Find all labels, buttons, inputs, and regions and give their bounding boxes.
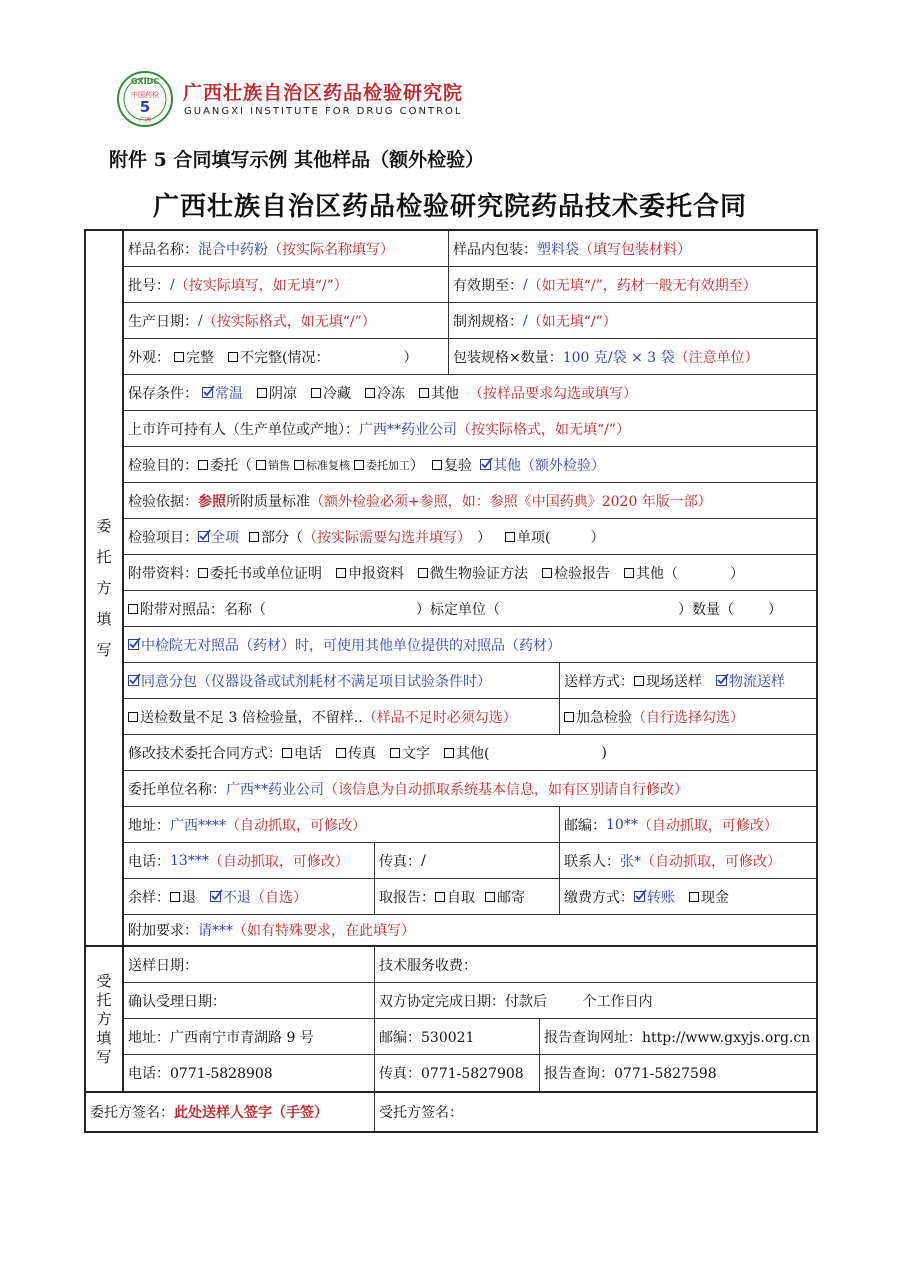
- row-appearance: 外观： 完整 不完整(情况： ） 包装规格×数量： 100 克/袋 × 3 袋 （注意单位）: [124, 339, 816, 375]
- row-sample-name: 样品名称： 混合中药粉 （按实际名称填写） 样品内包装： 塑料袋 （填写包装材料）: [124, 231, 816, 267]
- row-subcontract: 同意分包（仪器设备或试剂耗材不满足项目试验条件时） 送样方式： 现场送样 物流送样: [124, 663, 816, 699]
- accept-date-field[interactable]: 确认受理日期：: [128, 993, 226, 1010]
- row-agent-phone: [124, 1055, 816, 1091]
- extra-field[interactable]: 请***: [198, 923, 233, 939]
- modify-other-checkbox[interactable]: [444, 748, 454, 758]
- agent-fax: 传真：0771-5827908: [374, 1055, 539, 1091]
- svg-text:中国药检: 中国药检: [131, 91, 159, 99]
- contract-form: [84, 229, 818, 1133]
- fax-field[interactable]: /: [421, 852, 426, 869]
- row-insufficient: 送检数量不足 3 倍检验量，不留样.. （样品不足时必须勾选） 加急检验 （自行选择勾选）: [124, 699, 816, 735]
- report-mail-checkbox[interactable]: [485, 892, 495, 902]
- attach-micro-checkbox[interactable]: [418, 568, 428, 578]
- row-storage: 保存条件： 常温 阴凉 冷藏 冷冻 其他 （按样品要求勾选或填写）: [124, 375, 816, 411]
- page-title: 广西壮族自治区药品检验研究院药品技术委托合同: [152, 192, 747, 222]
- purpose-sale-checkbox[interactable]: [256, 460, 266, 470]
- leftover-keep-checkbox[interactable]: [210, 891, 221, 902]
- client-section: [86, 231, 816, 947]
- report-phone: 报告查询：0771-5827598: [539, 1055, 816, 1091]
- row-phone: 电话： 13*** （自动抓取，可修改） 传真： / 联系人： 张* （自动抓取，可修改）: [124, 843, 816, 879]
- holder-field[interactable]: 广西**药业公司: [359, 421, 457, 438]
- agent-section: [86, 947, 816, 1093]
- urgent-checkbox[interactable]: [564, 712, 574, 722]
- row-items: 检验项目： 全项 部分（ （按实际需要勾选并填写） ） 单项( ）: [124, 519, 816, 555]
- attach-other-checkbox[interactable]: [624, 568, 634, 578]
- insufficient-checkbox[interactable]: [128, 712, 138, 722]
- attach-declaration-checkbox[interactable]: [336, 568, 346, 578]
- agent-side-label: 受 托 方 填 写: [86, 947, 124, 1091]
- row-modify: 修改技术委托合同方式： 电话 传真 文字 其他( ): [124, 735, 816, 771]
- delivery-logistics-checkbox[interactable]: [716, 675, 727, 686]
- report-url[interactable]: 报告查询网址：http://www.gxyjs.org.cn: [539, 1019, 816, 1054]
- appearance-broken-checkbox[interactable]: [228, 352, 238, 362]
- prod-date-field[interactable]: /: [198, 312, 203, 329]
- signature-section: [86, 1093, 816, 1131]
- row-accept-date: [124, 983, 816, 1019]
- row-purpose: 检验目的： 委托（ 销售 标准复核 委托加工 ） 复验 其他（额外检验）: [124, 447, 816, 483]
- row-leftover: 余样： 退 不退 （自选） 取报告： 自取 邮寄 缴费方式： 转账 现金: [124, 879, 816, 915]
- row-ref-note: 中检院无对照品（药材）时，可使用其他单位提供的对照品（药材）: [124, 627, 816, 663]
- ref-note-checkbox[interactable]: [128, 639, 139, 650]
- storage-frozen-checkbox[interactable]: [365, 388, 375, 398]
- spec-field[interactable]: /: [523, 312, 528, 329]
- attach-letter-checkbox[interactable]: [198, 568, 208, 578]
- svg-text:GXIDC: GXIDC: [130, 77, 160, 86]
- phone-field[interactable]: 13***: [170, 852, 209, 869]
- address-field[interactable]: 广西****: [170, 817, 226, 834]
- purpose-entrust-checkbox[interactable]: [198, 460, 208, 470]
- contact-field[interactable]: 张*: [620, 853, 641, 870]
- client-side-label: 委 托 方 填 写: [86, 231, 124, 945]
- storage-cool-checkbox[interactable]: [257, 388, 267, 398]
- report-self-checkbox[interactable]: [435, 892, 445, 902]
- reference-checkbox[interactable]: [128, 604, 138, 614]
- package-field[interactable]: 塑料袋: [537, 241, 579, 258]
- svg-text:广西: 广西: [138, 117, 152, 124]
- sample-name-field[interactable]: 混合中药粉: [198, 241, 268, 258]
- modify-phone-checkbox[interactable]: [282, 748, 292, 758]
- attach-report-checkbox[interactable]: [542, 568, 552, 578]
- svg-text:5: 5: [139, 98, 151, 116]
- payment-transfer-checkbox[interactable]: [634, 891, 645, 902]
- client-name-field[interactable]: 广西**药业公司: [226, 781, 324, 798]
- row-prod-date: 生产日期： / （按实际格式，如无填“/”） 制剂规格： / （如无填“/”）: [124, 303, 816, 339]
- purpose-recheck-checkbox[interactable]: [432, 460, 442, 470]
- org-name-cn: 广西壮族自治区药品检验研究院: [183, 82, 464, 104]
- agent-postcode: 邮编：530021: [374, 1019, 539, 1054]
- purpose-process-checkbox[interactable]: [354, 460, 364, 470]
- subcontract-checkbox[interactable]: [128, 675, 139, 686]
- items-single-checkbox[interactable]: [505, 532, 515, 542]
- row-address: 地址： 广西**** （自动抓取，可修改） 邮编： 10** （自动抓取，可修改）: [124, 807, 816, 843]
- row-agent-address: [124, 1019, 816, 1055]
- storage-other-checkbox[interactable]: [419, 388, 429, 398]
- row-client-name: 委托单位名称： 广西**药业公司 （该信息为自动抓取系统基本信息，如有区别请自行修改）: [124, 771, 816, 807]
- storage-fridge-checkbox[interactable]: [311, 388, 321, 398]
- row-send-date: [124, 947, 816, 983]
- row-batch: 批号： / （按实际填写，如无填“/”） 有效期至： / （如无填“/”，药材一般无有效期至）: [124, 267, 816, 303]
- institute-logo: [116, 70, 174, 128]
- agent-phone: 电话：0771-5828908: [128, 1066, 273, 1082]
- row-attachments: 附带资料： 委托书或单位证明 申报资料 微生物验证方法 检验报告 其他（ ）: [124, 555, 816, 591]
- attachment-heading: 附件 5 合同填写示例 其他样品（额外检验）: [109, 149, 485, 171]
- purpose-review-checkbox[interactable]: [294, 460, 304, 470]
- row-extra: 附加要求： 请*** （如有特殊要求，在此填写）: [124, 915, 816, 945]
- org-name-en: GUANGXI INSTITUTE FOR DRUG CONTROL: [184, 106, 463, 117]
- complete-date-field[interactable]: 双方协定完成日期：付款后 个工作日内: [374, 983, 816, 1018]
- leftover-return-checkbox[interactable]: [170, 892, 180, 902]
- row-basis: 检验依据： 参照 所附质量标准 （额外检验必须+参照，如：参照《中国药典》2020 年版一部）: [124, 483, 816, 519]
- postcode-field[interactable]: 10**: [606, 816, 638, 833]
- items-all-checkbox[interactable]: [198, 531, 209, 542]
- client-signature[interactable]: 委托方签名： 此处送样人签字（手签）: [90, 1105, 328, 1121]
- send-date-field[interactable]: 送样日期：: [128, 957, 198, 974]
- delivery-onsite-checkbox[interactable]: [634, 676, 644, 686]
- items-part-checkbox[interactable]: [249, 532, 259, 542]
- service-fee-field[interactable]: 技术服务收费：: [374, 947, 816, 982]
- storage-normal-checkbox[interactable]: [202, 387, 213, 398]
- expiry-field[interactable]: /: [523, 276, 528, 293]
- agent-signature[interactable]: 受托方签名：: [374, 1093, 816, 1131]
- agent-address: 地址：广西南宁市青湖路 9 号: [128, 1029, 314, 1046]
- pack-qty-field[interactable]: 100 克/袋 × 3 袋: [562, 349, 675, 366]
- payment-cash-checkbox[interactable]: [689, 892, 699, 902]
- modify-fax-checkbox[interactable]: [336, 748, 346, 758]
- row-holder: 上市许可持有人（生产单位或产地）： 广西**药业公司 （按实际格式，如无填“/”）: [124, 411, 816, 447]
- row-reference: 附带对照品：名称（ ）标定单位（ ）数量（ ）: [124, 591, 816, 627]
- purpose-other-checkbox[interactable]: [480, 459, 491, 470]
- modify-text-checkbox[interactable]: [390, 748, 400, 758]
- batch-field[interactable]: /: [170, 276, 175, 293]
- appearance-intact-checkbox[interactable]: [174, 352, 184, 362]
- row-signatures: [86, 1093, 816, 1131]
- basis-field[interactable]: 所附质量标准: [226, 493, 310, 510]
